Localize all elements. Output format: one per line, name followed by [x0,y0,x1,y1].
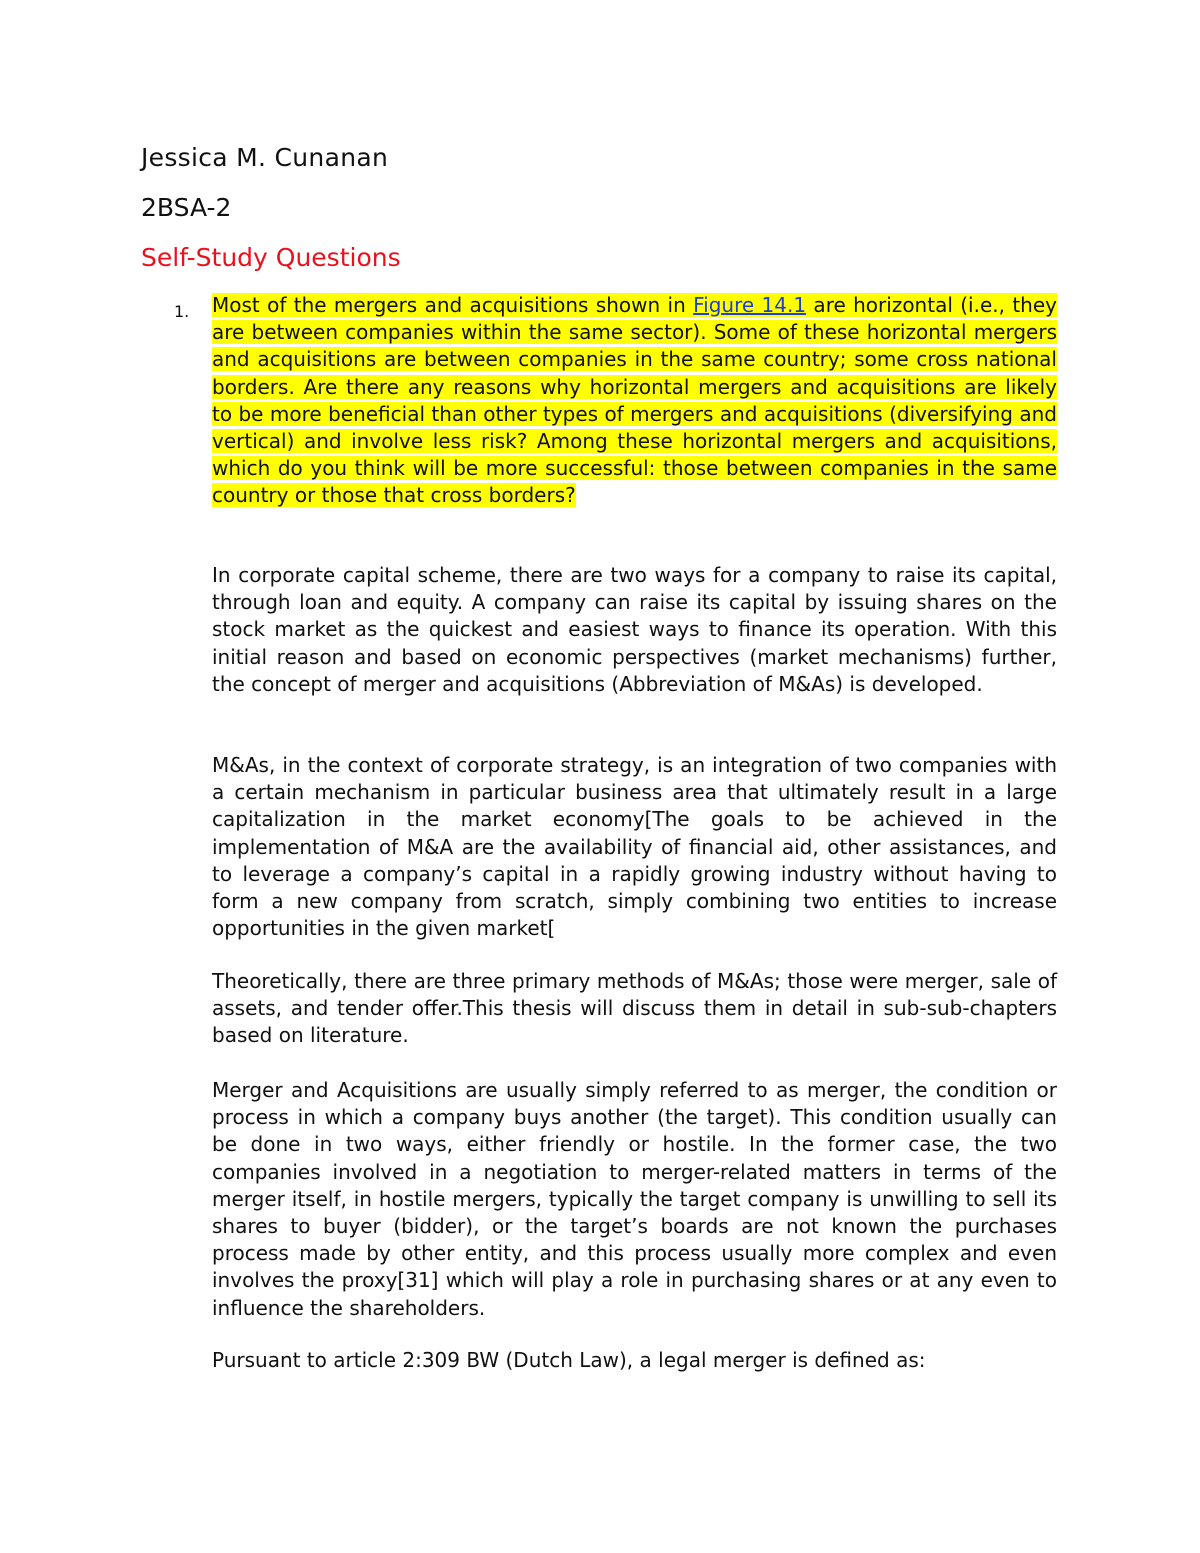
question-text [212,292,1057,510]
question-text-after-link: are horizontal (i.e., they are between companies within the same sector). Some of these horizontal mergers and acquisitions are between companies in the same country; some cross national borders. Are there any reasons why horizontal mergers and acquisitions are likely to be more beneficial than other types of mergers and acquisitions (diversifying and vertical) and involve less risk? Among these horizontal mergers and acquisitions, which do you think will be more successful: those between companies in the same country or those that cross borders? [212,293,1057,508]
question-number: 1. [174,302,190,321]
document-heading: Self-Study Questions [141,243,401,272]
paragraph-text: M&As, in the context of corporate strategy, is an integration of two companies with a certain mechanism in particular business area that ultimately result in a large capitalization in the market economy[The goals to be achieved in the implementation of M&A are the availability of financial aid, other assistances, and to leverage a company’s capital in a rapidly growing industry without having to form a new company from scratch, simply combining two entities to increase opportunities in the given market[ [212,753,1057,941]
answer-paragraph-4 [212,1077,1057,1322]
paragraph-text: Merger and Acquisitions are usually simply referred to as merger, the condition or process in which a company buys another (the target). This condition usually can be done in two ways, either friendly or hostile. In the former case, the two companies involved in a negotiation to merger-related matters in terms of the merger itself, in hostile mergers, typically the target company is unwilling to sell its shares to buyer (bidder), or the target’s boards are not known the purchases process made by other entity, and this process usually more complex and even involves the proxy[31] which will play a role in purchasing shares or at any even to influence the shareholders. [212,1078,1057,1320]
question-text-before-link: Most of the mergers and acquisitions shown in [212,293,694,317]
answer-paragraph-5 [212,1347,1057,1374]
question-highlight [212,293,1057,507]
figure-link[interactable]: Figure 14.1 [693,293,807,317]
answer-paragraph-2 [212,752,1057,942]
answer-paragraph-3 [212,968,1057,1050]
author-name: Jessica M. Cunanan [141,143,389,172]
paragraph-text: Theoretically, there are three primary methods of M&As; those were merger, sale of assets, and tender offer.This thesis will discuss them in detail in sub-sub-chapters based on literature. [212,969,1057,1048]
paragraph-text: Pursuant to article 2:309 BW (Dutch Law), a legal merger is defined as: [212,1348,926,1372]
class-section: 2BSA-2 [141,193,232,222]
answer-paragraph-1 [212,562,1057,698]
paragraph-text: In corporate capital scheme, there are two ways for a company to raise its capital, through loan and equity. A company can raise its capital by issuing shares on the stock market as the quickest and easiest ways to finance its operation. With this initial reason and based on economic perspectives (market mechanisms) further, the concept of merger and acquisitions (Abbreviation of M&As) is developed. [212,563,1057,696]
